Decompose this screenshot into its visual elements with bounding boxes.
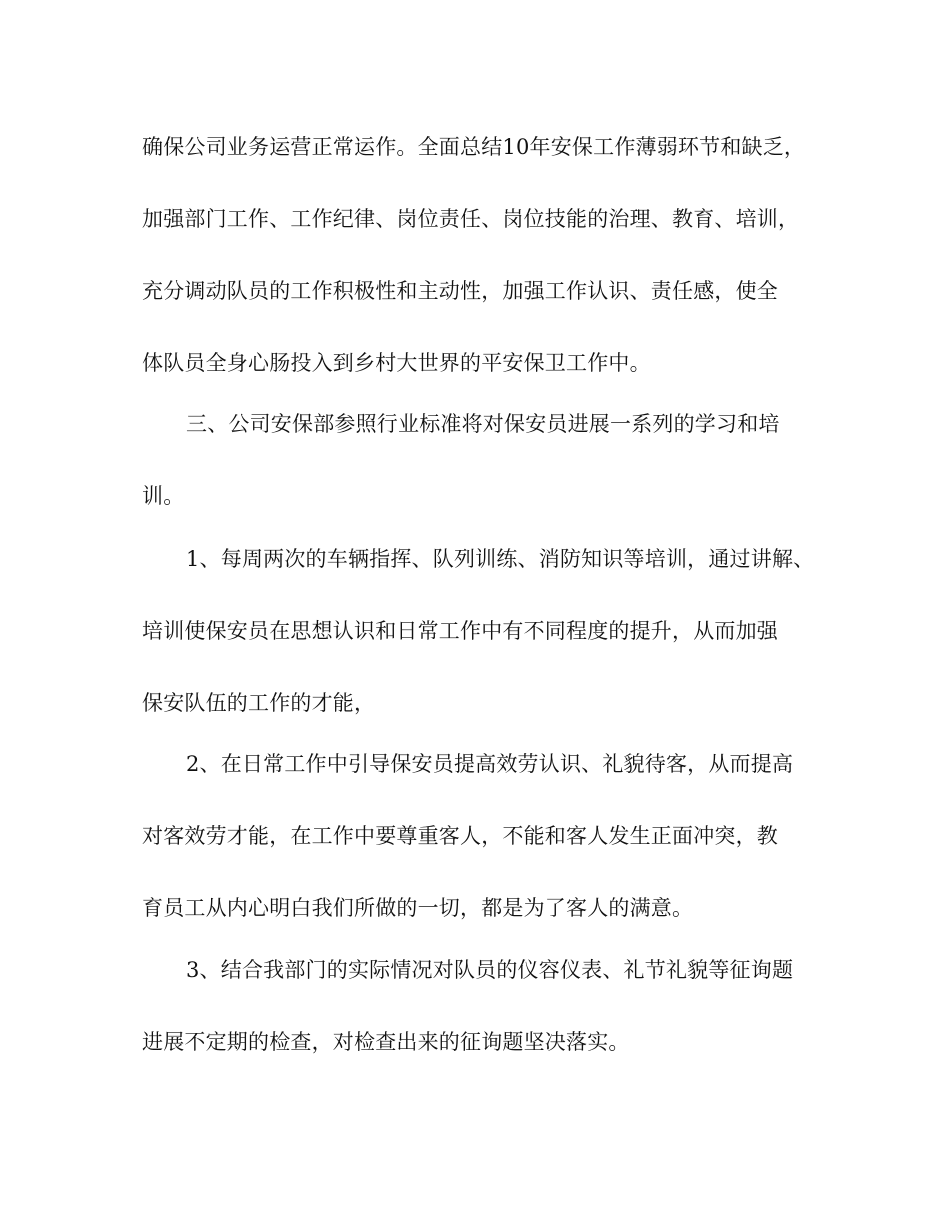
text-line: 充分调动队员的工作积极性和主动性，加强工作认识、责任感，使全 [142,279,778,303]
list-item-2: 2、在日常工作中引导保安员提高效劳认识、礼貌待客，从而提高 [186,752,794,776]
list-item-1: 1、每周两次的车辆指挥、队列训练、消防知识等培训，通过讲解、 [186,547,815,571]
text-line: 体队员全身心肠投入到乡村大世界的平安保卫工作中。 [142,351,651,375]
text-line: 对客效劳才能，在工作中要尊重客人，不能和客人发生正面冲突，教 [142,824,778,848]
section-heading-3: 三、公司安保部参照行业标准将对保安员进展一系列的学习和培 [186,412,780,436]
list-item-3: 3、结合我部门的实际情况对队员的仪容仪表、礼节礼貌等征询题 [186,958,794,982]
text-line: 确保公司业务运营正常运作。全面总结10年安保工作薄弱环节和缺乏， [142,135,806,159]
text-line: 加强部门工作、工作纪律、岗位责任、岗位技能的治理、教育、培训， [142,207,800,231]
text-line: 训。 [142,484,185,508]
text-line: 培训使保安员在思想认识和日常工作中有不同程度的提升，从而加强 [142,619,778,643]
text-line: 进展不定期的检查，对检查出来的征询题坚决落实。 [142,1030,630,1054]
text-line: 保安队伍的工作的才能， [142,691,376,715]
text-line: 育员工从内心明白我们所做的一切，都是为了客人的满意。 [142,896,694,920]
